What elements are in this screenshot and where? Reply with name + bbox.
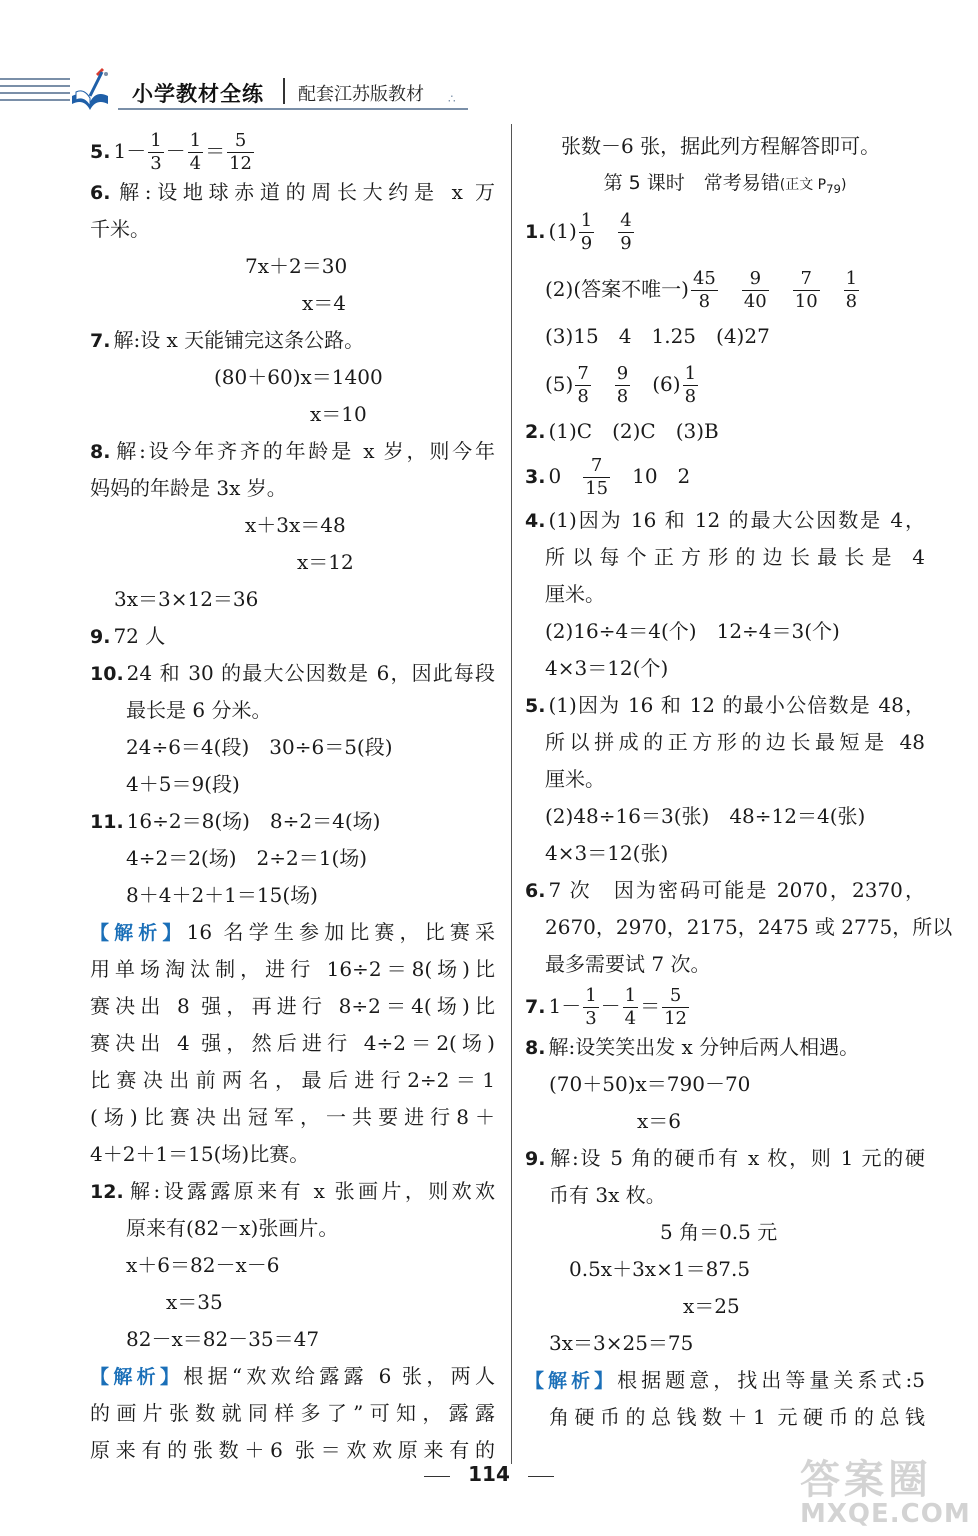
answer-r1: 1. (1) $\frac{1}{9}$ $\frac{4}{9}$ [525,210,632,254]
answer-r9: 9. 解:设 5 角的硬币有 x 枚，则 1 元的硬 [525,1146,925,1170]
book-subtitle: 配套江苏版教材 [298,84,424,105]
answer-9: 9. 72 人 [90,624,166,648]
answer-r5: 5. (1)因为 16 和 12 的最小公倍数是 48， [525,693,925,717]
analysis-r9: 【解析】根据题意，找出等量关系式:5 [525,1368,925,1392]
analysis-11: 【解析】16 名学生参加比赛，比赛采 [90,920,495,944]
header-separator [283,78,285,104]
book-icon [66,66,114,114]
continued-analysis: 张数－6 张，据此列方程解答即可。 [561,134,881,158]
answer-r4: 4. (1)因为 16 和 12 的最大公因数是 4， [525,508,925,532]
header-dots: ∴ [448,92,456,106]
answer-r6: 6. 7 次 因为密码可能是 2070，2370， [525,878,925,902]
header-decor-lines [0,78,70,106]
answer-r7: 7. 1－ $\frac{1}{3}$ － $\frac{1}{4}$ ＝ $\frac{5}{12}$ [525,985,687,1029]
analysis-12: 【解析】根据“欢欢给露露 6 张，两人 [90,1364,495,1388]
answer-5: 5. 1－ $\frac{1}{3}$ － $\frac{1}{4}$ ＝ $\frac{5}{12}$ [90,130,252,174]
book-title: 小学教材全练 [132,82,264,106]
column-divider [511,124,512,1464]
page-number: 114 [468,1462,510,1486]
right-column: 张数－6 张，据此列方程解答即可。 第 5 课时 常考易错(正文 $P_{79}$) 1. (1) $\frac{1}{9}$ $\frac{4}{9}$ (2)(答案不唯一) $\frac{45}{8}$ $\frac{9}{40}$ $\frac{7}{10}$ $\frac{1}{8}$ (3)15 4 1.25 (4)27 (5) $\frac{7}{8}$ $\frac{9}{8}$ (6) $\frac{1}{8}$ 2. (1)C (2)C (3)B 3. 0 $\frac{7}{15}$ 10 2 4. (1)因为 16 和 12 的最大公因数是 4， 所以每个正方形的边长最长是 4 厘米。 (2)16÷4＝4(个) 12÷4＝3(个) 4×3＝12(个) 5. (1)因为 16 和 12 的最小公倍数是 48， 所以拼成的正方形的边长最短是 48 厘米。 (2)48÷16＝3(张) 48÷12＝4(张) 4×3＝12(张) 6. 7 次 因为密码可能是 2070，2370， 2670，2970，2175，2475 或 2775，所以 最多需要试 7 次。 7. 1－ $\frac{1}{3}$ － $\frac{1}{4}$ ＝ $\frac{5}{12}$ 8. 解:设笑笑出发 x 分钟后两人相遇。 (70＋50)x＝790－70 x＝6 9. 解:设 5 角的硬币有 x 枚，则 1 元的硬 币有 3x 枚。 5 角＝0.5 元 0.5x＋3x×1＝87.5 x＝25 3x＝3×25＝75 【解析】根据题意，找出等量关系式:5 角硬币的总钱数＋1 元硬币的总钱 [525,128,925,1436]
section-title: 第 5 课时 常考易错(正文 $P_{79}$) [603,172,847,196]
answer-6: 6. 解:设地球赤道的周长大约是 x 万 [90,180,495,204]
header-rule [118,108,468,110]
answer-r8: 8. 解:设笑笑出发 x 分钟后两人相遇。 [525,1035,860,1059]
answer-r3: 3. 0 $\frac{7}{15}$ 10 2 [525,455,691,499]
answer-10: 10. 24 和 30 的最大公因数是 6，因此每段 [90,661,495,685]
answer-8: 8. 解:设今年齐齐的年龄是 x 岁，则今年 [90,439,495,463]
answer-11: 11. 16÷2＝8(场) 8÷2＝4(场) [90,809,381,833]
watermark: 答案圈 MXQE.COM [800,1457,971,1529]
answer-r2: 2. (1)C (2)C (3)B [525,419,719,443]
answer-7: 7. 解:设 x 天能铺完这条公路。 [90,328,365,352]
page-header [0,66,480,118]
answer-12: 12. 解:设露露原来有 x 张画片，则欢欢 [90,1179,495,1203]
left-column: 5. 1－ $\frac{1}{3}$ － $\frac{1}{4}$ ＝ $\frac{5}{12}$ 6. 解:设地球赤道的周长大约是 x 万 千米。 7x＋2＝30 x＝4 7. 解:设 x 天能铺完这条公路。 (80＋60)x＝1400 x＝10 8. 解:设今年齐齐的年龄是 x 岁，则今年 妈妈的年龄是 3x 岁。 x＋3x＝48 x＝12 3x＝3×12＝36 9. 72 人 10. 24 和 30 的最大公因数是 6，因此每段 最长是 6 分米。 24÷6＝4(段) 30÷6＝5(段) 4＋5＝9(段) 11. 16÷2＝8(场) 8÷2＝4(场) 4÷2＝2(场) 2÷2＝1(场) 8＋4＋2＋1＝15(场) 【解析】16 名学生参加比赛，比赛采 用单场淘汰制，进行 16÷2＝8(场)比 赛决出 8 强，再进行 8÷2＝4(场)比 赛决出 4 强，然后进行 4÷2＝2(场) 比赛决出前两名，最后进行2÷2＝1 (场)比赛决出冠军，一共要进行8＋ 4＋2＋1＝15(场)比赛。 12. 解:设露露原来有 x 张画片，则欢欢 原来有(82－x)张画片。 x＋6＝82－x－6 x＝35 82－x＝82－35＝47 【解析】根据“欢欢给露露 6 张，两人 的画片张数就同样多了”可知，露露 原来有的张数＋6 张＝欢欢原来有的 [90,130,495,1462]
